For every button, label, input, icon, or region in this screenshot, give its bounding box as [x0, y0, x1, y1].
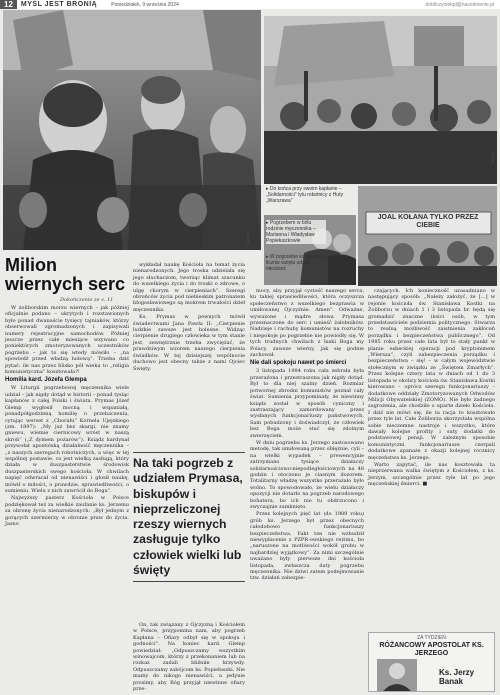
page-number: 12 [0, 0, 17, 9]
page-header [0, 0, 500, 9]
paragraph: mocy, aby przyjął cystość naszego serca, ku takiej sprawiedliwości, która oczyszcza społeczeństwo z wszelkiego bezprawia w umiłowanej Ojczyźnie. Amen”. Odważne, wyważone i mądre słowa Prymasa przeznaczone do serc i umieść żałobników. Nadzieje i rachuby komunistów na rozruchy i niepokoje po pogrzebie nie powiodły się. W tych trudnych chwilach z łaski Boga my Polacy, zawsze wierny, jak się godnie zachował. [250, 288, 364, 359]
article-title: Milion wiernych serc [5, 255, 126, 294]
caption-bullet-icon: ▸ [266, 220, 270, 226]
photo-credit: FOT. IPN [246, 232, 250, 245]
subheading: Homilia kard. Józefa Glempa [5, 377, 87, 384]
paragraph: Warto zapytać, ile nas kosztowała ta nieprzerwana walka świętym z Kościołem, z ks. Jerzym, szczególnie przez tyle lat po jego męczeńskiej śmierci. ■ [368, 461, 495, 488]
paragraph: Najwyższy pasterz Kościoła w Polsce podziękował też za wielkie zaufanie ks. Jerzemu za obronę życia nienarodzonych: „Był jednym z gorących szermierzy w obronie praw do życia. Jasno [5, 495, 129, 527]
author-avatar [377, 659, 417, 691]
paragraph: On, tak związany z Ojczyzną i Kościołem w Polsce, przypomina nam, aby pogrzeb Kapłana – Ofiary odbył się w spokoju i godności”. Na koniec kard. Glemp powiedział: „Odpuszczamy wszystkim winowajcom, którzy z przekonaniem lub na rozkaz zadali bliźnim krzywdy. Odpuszczamy zabójcom ks. Popiełuszki. Nie mamy do nikogo nienawiści, a jedynie prosimy, aby Bóg przyjął niewinne ofiary prze- [133, 622, 245, 693]
main-photo [3, 10, 261, 250]
photo-credit: FOT. IPN [491, 150, 495, 163]
section-title: MYŚL JEST BRONIĄ [20, 1, 98, 8]
paragraph: czających. Ich konieczność uzasadniano w następujący sposób: „Należy założyć, że […] w rejonie kościoła św. Stanisława Kostki na Żoliborzu w dniach 1 i 3 listopada br. będą się gromadzić znaczne ilości osób, w tym przedstawiciele podziemia politycznego. Stwarza to realną możliwość zaistnienia zakłóceń porządku i bezpieczeństwa publicznego”. Od 1985 roku przez całe lata był to stały punkt w planie esbeckiej operacji pod kryptonimem „Wiersza”, czyli zabezpieczenia porządku i bezpieczeństwa – się! – w całym województwie stołecznym w związku ze „Świętem Zmarłych”. Przez kolejne cztery lata w dniach od 1 do 3 listopada w okolicy kościoła św. Stanisława Kostki kierowano – oprócz szeregu funkcjonariuszy – dodatkowe oddziały Zmotoryzowanych Odwodów Milicji Obywatelskiej (ZOMO). Nie było żadnego zagrożenia, ale chodziło o uparte dzieło Kościoła. I dziś nie mówi się, ile ta racja to kosztowało przez tyle lat. Całe Żoliborza skorzystała wspólna sobie nieczemne nastroje i wszystko, które dawały kolejne profity i suty dodatki do podstawowej pensji. W zależnym sposobie komunistyczni funkcjonariusze czerpali dodatkowe apanaże z okazji kolejnej rocznicy męczeństwa ks. Jerzego. [368, 288, 495, 461]
continued-note: Dokończenie ze s. 11 [60, 297, 114, 303]
pull-quote: Na taki pogrzeb z udziałem Prymasa, biskupów i nieprzeliczonej rzeszy wiernych zasługuje tylko człowiek wielki lub święty [133, 452, 245, 582]
subheading: Nie dali spokoju nawet po śmierci [250, 360, 347, 367]
article-column-1 [5, 305, 129, 528]
paragraph: W żoliborskim morzu wiernych – jak później oficjalnie podano – ukrytych i rozstawionych było ponad dwanaście tysięcy tajniaków, którzy obserwowali zgromadzonych i zapisywali numery rejestracyjne samochodów. Później jeszcze przez całe miesiące wzywano co poniektórych zmotoryzowanych uczestników pogrzebu – jak to się wtedy mówiło – „na spowiedź przed władzą ludową”. Trzeba dziś pytać: ile nas przez blisko pół wieku to „religia komunistyczna” kosztowała?! [5, 305, 129, 376]
banner-photo [358, 186, 497, 286]
article-column-2b [133, 622, 245, 693]
paragraph: W dniu pogrzebu ks. Jerzego zastosowano metodę, tak umiłowaną przez oblężnie, cyli – na wielki wypadek – prewencyjnie zatrzymano tysiące działaczy solidarnościowo-niepodległościowych na 48 godzin i otoczono je ciasnym dozorem. Totalitarny władzę wszystko przerażało było wolno. To spowodowało, że wielu działaczy opozycji nie dotarło na pogrzeb narodowego bohatera, bo ich nie tu obdrzucono i zwyczajnie zamknięto. [250, 439, 364, 510]
paragraph: 3 listopada 1984 roku cała zebrała była przeraźona i przestraszona jak nigdy dotąd. Był to dla niej szalny dzień. Rozmiar potwornej zbrodni komunistów poznał cały świat. Sumienia przypominały, że niewinny ksiądz został w sposób cyniczny i zastraszający zamordowany przez wysłanych funkcjonariuszy państwowych. Sam pobudzony i doświadczył, że człowiek bez Boga może stać się zdolnym zwierzęciem. [250, 368, 364, 439]
photo-caption: ▸ Pogrzebem w bólu rodzinie męczennika – Marianna i Władysław Popiełuszkowie [266, 220, 326, 244]
issue-date: Poniedziałek, 9 września 2024 [111, 1, 179, 8]
paragraph: wykładał naukę Kościoła na temat życia nienarodzonych. Jego troska udzielała się jego słuchaczom, tworząc klimat szacunku do wszelkiego życia i do troski o zdrowe, o ulgę chorym w cierpieniach”. Szeregi obrońców życia pod niebieskim patronatem błogosławionego są mokrem trwałości dzieł męczennika. [133, 262, 245, 313]
article-column-4 [368, 288, 495, 489]
banner-text: JOAL KOŁANA TYLKO PRZEZ CIEBIE [377, 214, 479, 229]
publisher-email: dobliczyniekpl@nasodnienie.pl [425, 1, 494, 8]
photo-caption: ▸ W pogrzebie ks. Jerzego licznie wzięła udział młodzież [266, 254, 325, 272]
paragraph: W Liturgii pogrzebowej męczennika wiele udział – jak nigdy dotąd w historii – ponad tysiąc kapłanów z całej Polski i świata. Prymas Józef Glemp wygłosił mocną i wspaniałą, ponadpółgodzinną homilię o przebaczeniu, cytując werset z „Chorału” Kornela Ujejskiego (zm. 1897): „My już bez skargi, nie znamy gniewu, wiemie ciernicowy wróst w naszą skroń” („Z dymem pożarów”). Ksiądz kardynał przywołał apostolską działalność męczennika – „z naszych szeregach robotniczych, a więc w tej wspólnej postawie, co jest wielką zasługą, który działa w duszpasterstwie środowisk duszpasterskich swego kościoła. W chwilach napięć odwracał od nienawiści i głosił naukę, mówił o miłości, o prawdzie, sprawiedliwości, o sumieniu. Wielu z nich zawrócił do Boga”. [5, 385, 129, 494]
photo-caption: ▸ Do końca przy swoim kapłanie – „Solidarności” tylu robotnicy z Huty „Warszawa” [266, 186, 343, 204]
box-heading: RÓŻANCOWY APOSTOLAT KS. JERZEGO [379, 642, 484, 657]
box-kicker: ZA TYDZIEŃ [417, 635, 446, 641]
author-name: Ks. Jerzy Banak [439, 668, 475, 686]
crowd-photo [264, 16, 497, 184]
article-column-2 [133, 262, 245, 373]
caption-bullet-icon: ▸ [266, 254, 270, 260]
paragraph: Ks. Prymas w pewnych mówił świadectwami Jana Pawła II: „Cierpienie ludzkie zawsze jest bolesne. Widząc cierpienie drugiego człowieka w tym stanie jest, zewnętrznie trzeba zwyciężać, że prawdziwym wzorem naszego cierpienia świadków. W tej dzisiejszej wspólnocie duchowo jest obecny także z nami Ojciec Święty. [133, 314, 245, 372]
paragraph: Przez kolejnych pięć lat (do 1989 roku) grób ks. Jerzego był przez obecnych całodobowo funkcjonariuszy bezpieczeństwa. Fakt ten nie wzbudził niewypłacenie z PZPR-owskiego reżimu, bo „naruszone na motliwości wokół grobu w najbardziej wyjątkowy”. Za nimi szczególnie uważano były pierwsze dni kościoła listopada, zwłaszcza daty pogrzebu męczennika. Nie dziwi zatem podejmowanie tzw. działań zabezpie- [250, 511, 364, 582]
caption-bullet-icon: ▸ [266, 186, 270, 192]
article-column-3 [250, 288, 364, 583]
next-week-box [368, 632, 495, 692]
